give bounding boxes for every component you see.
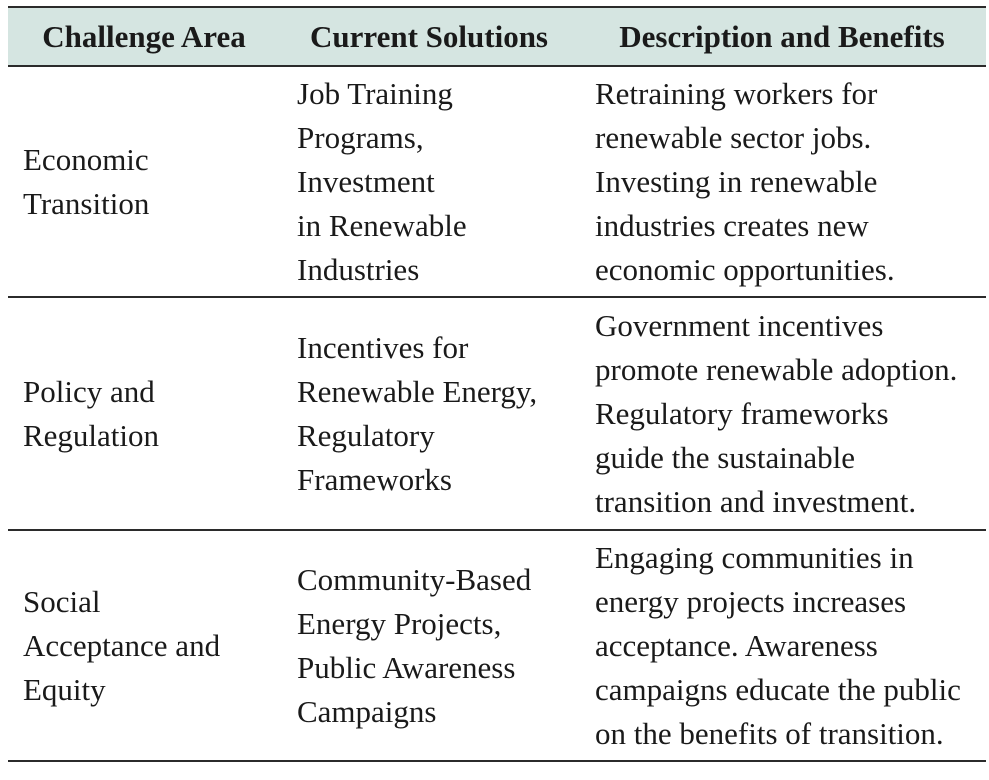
header-row — [8, 7, 986, 66]
cell-line: industries creates new — [595, 207, 869, 243]
table-body — [8, 66, 986, 761]
cell-line: on the benefits of transition. — [595, 715, 944, 751]
header-current-solutions: Current Solutions — [280, 7, 578, 66]
cell-line: Engaging communities in — [595, 539, 914, 575]
challenge-cell — [8, 530, 280, 761]
cell-line: promote renewable adoption. — [595, 351, 958, 387]
cell-line: renewable sector jobs. — [595, 119, 872, 155]
cell-line: Community-Based — [297, 561, 532, 597]
cell-line: Job Training — [297, 75, 453, 111]
cell-line: Equity — [23, 671, 106, 707]
cell-line: energy projects increases — [595, 583, 907, 619]
header-description-and-benefits: Description and Benefits — [578, 7, 986, 66]
table-row — [8, 66, 986, 297]
table-row — [8, 297, 986, 530]
cell-line: Programs, — [297, 119, 424, 155]
cell-line: economic opportunities. — [595, 251, 895, 287]
cell-line: Economic — [23, 141, 149, 177]
description-cell — [578, 530, 986, 761]
cell-line: Retraining workers for — [595, 75, 878, 111]
challenge-cell — [8, 66, 280, 297]
cell-line: Regulation — [23, 417, 160, 453]
solutions-cell — [280, 297, 578, 530]
solutions-table-container — [8, 6, 986, 762]
cell-line: Social — [23, 583, 101, 619]
solutions-table — [8, 6, 986, 762]
table-row — [8, 530, 986, 761]
header-challenge-area: Challenge Area — [8, 7, 280, 66]
cell-line: Energy Projects, — [297, 605, 502, 641]
cell-line: Frameworks — [297, 461, 452, 497]
challenge-cell — [8, 297, 280, 530]
cell-line: acceptance. Awareness — [595, 627, 878, 663]
solutions-cell — [280, 66, 578, 297]
cell-line: Campaigns — [297, 693, 437, 729]
table-header — [8, 7, 986, 66]
cell-line: Incentives for — [297, 329, 469, 365]
solutions-cell — [280, 530, 578, 761]
cell-line: Regulatory frameworks — [595, 395, 889, 431]
description-cell — [578, 297, 986, 530]
cell-line: Public Awareness — [297, 649, 516, 685]
cell-line: Industries — [297, 251, 420, 287]
cell-line: Government incentives — [595, 307, 884, 343]
cell-line: Investment — [297, 163, 435, 199]
cell-line: Transition — [23, 185, 150, 221]
cell-line: transition and investment. — [595, 483, 917, 519]
cell-line: Investing in renewable — [595, 163, 878, 199]
cell-line: campaigns educate the public — [595, 671, 961, 707]
cell-line: guide the sustainable — [595, 439, 855, 475]
cell-line: in Renewable — [297, 207, 467, 243]
cell-line: Regulatory — [297, 417, 435, 453]
cell-line: Acceptance and — [23, 627, 221, 663]
description-cell — [578, 66, 986, 297]
cell-line: Renewable Energy, — [297, 373, 538, 409]
cell-line: Policy and — [23, 373, 155, 409]
